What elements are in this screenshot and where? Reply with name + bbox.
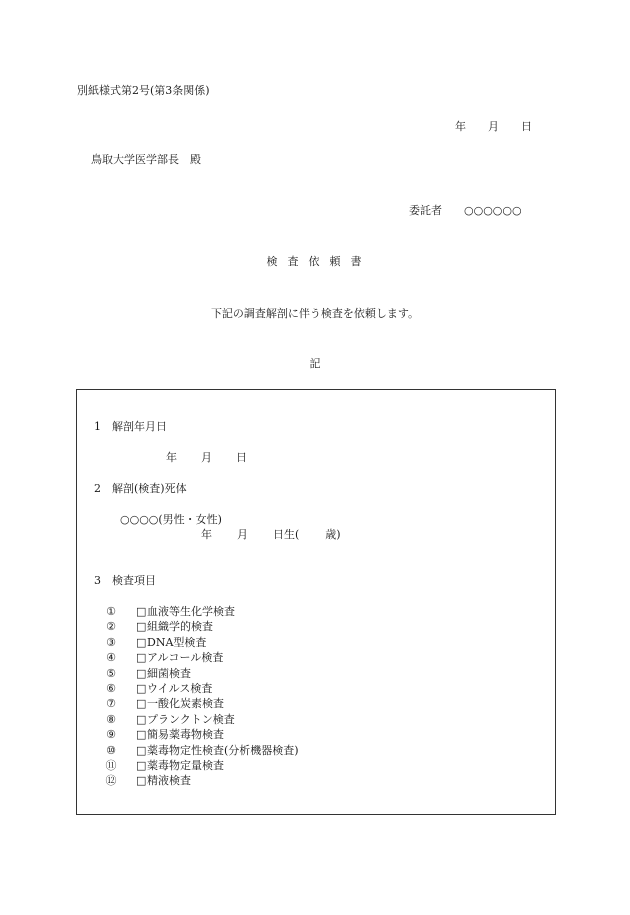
item-number: ① xyxy=(106,605,116,618)
item-label: 薬毒物定性検査(分析機器検査) xyxy=(147,743,299,757)
section3-heading: 3 検査項目 xyxy=(94,574,156,587)
test-item xyxy=(99,712,299,727)
checkbox-icon[interactable]: □ xyxy=(136,651,147,665)
item-label: 簡易薬毒物検査 xyxy=(147,728,224,742)
test-item xyxy=(99,666,299,681)
document-title: 検査依頼書 xyxy=(266,255,372,268)
test-item xyxy=(99,727,299,742)
autopsy-day: 日 xyxy=(236,451,247,464)
item-label: プランクトン検査 xyxy=(147,712,235,726)
section2-heading: 2 解剖(検査)死体 xyxy=(94,482,187,495)
autopsy-month: 月 xyxy=(201,451,212,464)
item-number: ⑨ xyxy=(106,728,116,742)
deceased-name: ○○○○(男性・女性) xyxy=(120,513,222,526)
date-line xyxy=(455,120,532,134)
test-item xyxy=(99,696,299,711)
test-item xyxy=(99,650,299,665)
item-label: アルコール検査 xyxy=(147,651,224,665)
item-number: ⑥ xyxy=(106,681,116,695)
addressee: 鳥取大学医学部長 殿 xyxy=(91,153,201,166)
autopsy-year: 年 xyxy=(166,451,177,464)
checkbox-icon[interactable]: □ xyxy=(136,666,147,680)
item-number: ⑩ xyxy=(106,743,116,757)
item-label: DNA型検査 xyxy=(147,635,207,649)
item-number: ④ xyxy=(106,651,116,665)
test-item xyxy=(99,604,299,619)
item-label: 一酸化炭素検査 xyxy=(147,697,224,711)
birth-year: 年 xyxy=(201,528,212,541)
detail-box xyxy=(76,389,556,815)
test-item xyxy=(99,758,299,773)
birth-month: 月 xyxy=(237,528,248,541)
item-number: ⑤ xyxy=(106,666,116,680)
item-number: ⑫ xyxy=(105,774,117,788)
checkbox-icon[interactable]: □ xyxy=(136,728,147,742)
item-label: 薬毒物定量検査 xyxy=(147,758,224,772)
item-label: 血液等生化学検査 xyxy=(147,605,235,618)
item-number: ⑧ xyxy=(106,712,116,726)
item-number: ⑪ xyxy=(105,758,117,772)
client-label: 委託者 xyxy=(409,204,442,217)
birth-day: 日生( xyxy=(273,528,300,541)
checkbox-icon[interactable]: □ xyxy=(136,605,147,618)
checkbox-icon[interactable]: □ xyxy=(136,712,147,726)
age: 歳) xyxy=(325,528,341,541)
section1-heading: 1 解剖年月日 xyxy=(94,420,167,433)
request-text: 下記の調査解剖に伴う検査を依頼します。 xyxy=(210,307,420,320)
item-label: 精液検査 xyxy=(147,774,191,788)
test-item xyxy=(99,681,299,696)
birth-date xyxy=(201,528,341,542)
client-name: ○○○○○○ xyxy=(464,204,522,217)
form-number: 別紙様式第2号(第3条関係) xyxy=(77,84,210,97)
checkbox-icon[interactable]: □ xyxy=(136,635,147,649)
test-item xyxy=(99,773,299,788)
checkbox-icon[interactable]: □ xyxy=(136,743,147,757)
item-number: ③ xyxy=(106,635,116,649)
item-label: 細菌検査 xyxy=(147,666,191,680)
test-item xyxy=(99,619,299,634)
checkbox-icon[interactable]: □ xyxy=(136,697,147,711)
date-month: 月 xyxy=(488,120,499,133)
test-items-list xyxy=(99,604,299,789)
item-number: ② xyxy=(106,620,116,634)
item-label: ウイルス検査 xyxy=(147,681,213,695)
item-label: 組織学的検査 xyxy=(147,620,213,634)
checkbox-icon[interactable]: □ xyxy=(136,681,147,695)
autopsy-date xyxy=(166,451,247,465)
client-line xyxy=(409,204,522,218)
ki-label: 記 xyxy=(309,357,321,370)
item-number: ⑦ xyxy=(106,697,116,711)
test-item xyxy=(99,635,299,650)
date-day: 日 xyxy=(521,120,532,133)
date-year: 年 xyxy=(455,120,466,133)
checkbox-icon[interactable]: □ xyxy=(136,620,147,634)
checkbox-icon[interactable]: □ xyxy=(136,758,147,772)
test-item xyxy=(99,743,299,758)
checkbox-icon[interactable]: □ xyxy=(136,774,147,788)
